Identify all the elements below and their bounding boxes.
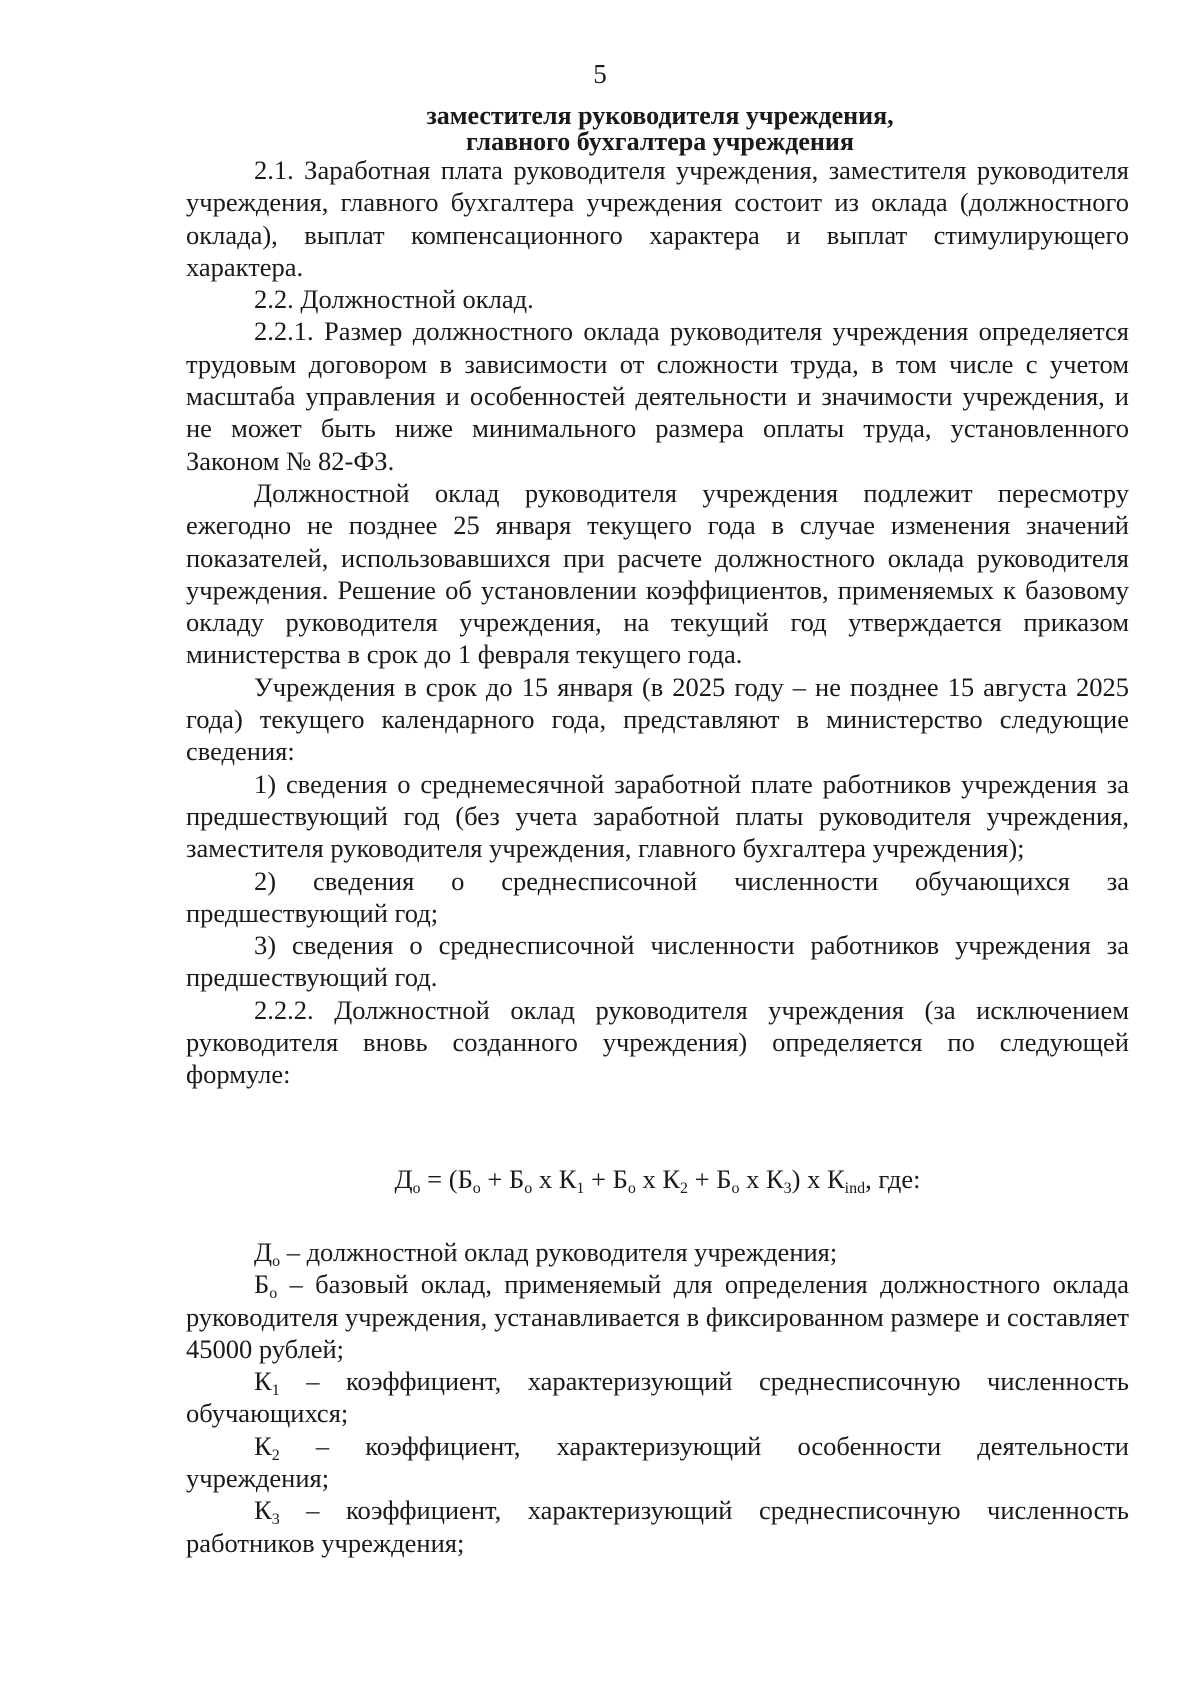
formula-b-1-sub: о — [472, 1180, 481, 1197]
formula-b-3: Б — [612, 1164, 628, 1194]
formula-times-2: х — [635, 1164, 663, 1194]
formula-k-2: К — [662, 1164, 681, 1194]
definition-k-1-text: – коэффициент, характеризующий среднесписочную численность обучающихся; — [186, 1366, 1129, 1429]
formula-plus-2: + — [584, 1164, 613, 1194]
list-item-3: 3) сведения о среднесписочной численности работников учреждения за предшествующий год. — [186, 930, 1129, 993]
formula-b-4: Б — [716, 1164, 732, 1194]
formula-eq: = ( — [420, 1164, 458, 1194]
paragraph-2-1: 2.1. Заработная плата руководителя учреждения, заместителя руководителя учреждения, главного бухгалтера учреждения состоит из оклада (должностного оклада), выплат компенсационного характера и выплат стимулирующего характера. — [186, 155, 1129, 282]
formula-close-times: ) х — [791, 1164, 827, 1194]
formula-k-ind: К — [826, 1164, 845, 1194]
definition-k-2-text: – коэффициент, характеризующий особенности деятельности учреждения; — [186, 1430, 1129, 1494]
definition-k-3 — [186, 1494, 1129, 1559]
formula-definitions — [186, 1236, 1129, 1559]
formula-b-4-sub: о — [731, 1180, 740, 1197]
list-item-2: 2) сведения о среднесписочной численности обучающихся за предшествующий год; — [186, 865, 1129, 928]
definition-k-2 — [186, 1430, 1129, 1495]
formula-k-3-sub: 3 — [783, 1180, 792, 1197]
paragraph-2-2-1: 2.2.1. Размер должностного оклада руководителя учреждения определяется трудовым договором в зависимости от сложности труда, в том числе с учетом масштаба управления и особенностей деятельности и значимости учреждения, и не может быть ниже минимального размера оплаты труда, установленного Законом № 82-ФЗ. — [186, 316, 1129, 476]
formula-k-3: К — [765, 1164, 784, 1194]
section-heading-line-2: главного бухгалтера учреждения — [466, 127, 854, 156]
definition-k-2-symbol: $К_2$ — [254, 1430, 280, 1464]
definition-k-3-symbol: $К_3$ — [254, 1495, 280, 1529]
definition-k-3-text: – коэффициент, характеризующий среднесписочную численность работников учреждения; — [186, 1495, 1129, 1558]
paragraph-2-2-2: 2.2.2. Должностной оклад руководителя учреждения (за исключением руководителя вновь созданного учреждения) определяется по следующей формуле: — [186, 994, 1129, 1090]
formula-d-sub: о — [412, 1180, 421, 1197]
formula-b-2-sub: о — [524, 1180, 533, 1197]
definition-b-o — [186, 1268, 1129, 1365]
definition-d-o-text: – должностной оклад руководителя учреждения; — [280, 1237, 838, 1267]
salary-formula — [186, 1163, 1129, 1195]
formula-times-3: х — [739, 1164, 766, 1194]
formula-b-1: Б — [457, 1164, 473, 1194]
formula-k-2-sub: 2 — [680, 1180, 689, 1197]
formula-d: Д — [394, 1164, 413, 1194]
formula-k-ind-sub: ind — [844, 1180, 866, 1197]
section-heading — [190, 103, 1130, 155]
definition-b-o-text: – базовый оклад, применяемый для определения должностного оклада руководителя учреждения, устанавливается в фиксированном размере и составляет 45000 рублей; — [186, 1269, 1129, 1364]
definition-k-1-symbol: $К_1$ — [254, 1366, 280, 1400]
formula-k-1-sub: 1 — [576, 1180, 585, 1197]
paragraph-institutions-report: Учреждения в срок до 15 января (в 2025 году – не позднее 15 августа 2025 года) текущего календарного года, представляют в министерство следующие сведения: — [186, 671, 1129, 767]
definition-k-1 — [186, 1365, 1129, 1430]
document-body — [186, 154, 1129, 1091]
formula-b-3-sub: о — [627, 1180, 636, 1197]
formula-tail: , где: — [865, 1164, 921, 1194]
paragraph-2-2: 2.2. Должностной оклад. — [254, 284, 534, 315]
section-heading-line-1: заместителя руководителя учреждения, — [426, 101, 894, 130]
formula-plus-1: + — [480, 1164, 509, 1194]
formula-times-1: х — [532, 1164, 559, 1194]
definition-d-o — [186, 1236, 1129, 1268]
formula-k-1: К — [558, 1164, 577, 1194]
definition-d-o-symbol: $Д_о$ — [254, 1237, 281, 1270]
definition-b-o-symbol: $Б_о$ — [254, 1269, 278, 1303]
page-number: 5 — [593, 59, 607, 89]
formula-plus-3: + — [688, 1164, 717, 1194]
list-item-1: 1) сведения о среднемесячной заработной плате работников учреждения за предшествующий год (без учета заработной платы руководителя учреждения, заместителя руководителя учреждения, главного бухгалтера учреждения); — [186, 768, 1129, 864]
paragraph-salary-review: Должностной оклад руководителя учреждения подлежит пересмотру ежегодно не позднее 25 января текущего года в случае изменения значений показателей, использовавшихся при расчете должностного оклада руководителя учреждения. Решение об установлении коэффициентов, применяемых к базовому окладу руководителя учреждения, на текущий год утверждается приказом министерства в срок до 1 февраля текущего года. — [186, 477, 1129, 670]
formula-b-2: Б — [509, 1164, 525, 1194]
